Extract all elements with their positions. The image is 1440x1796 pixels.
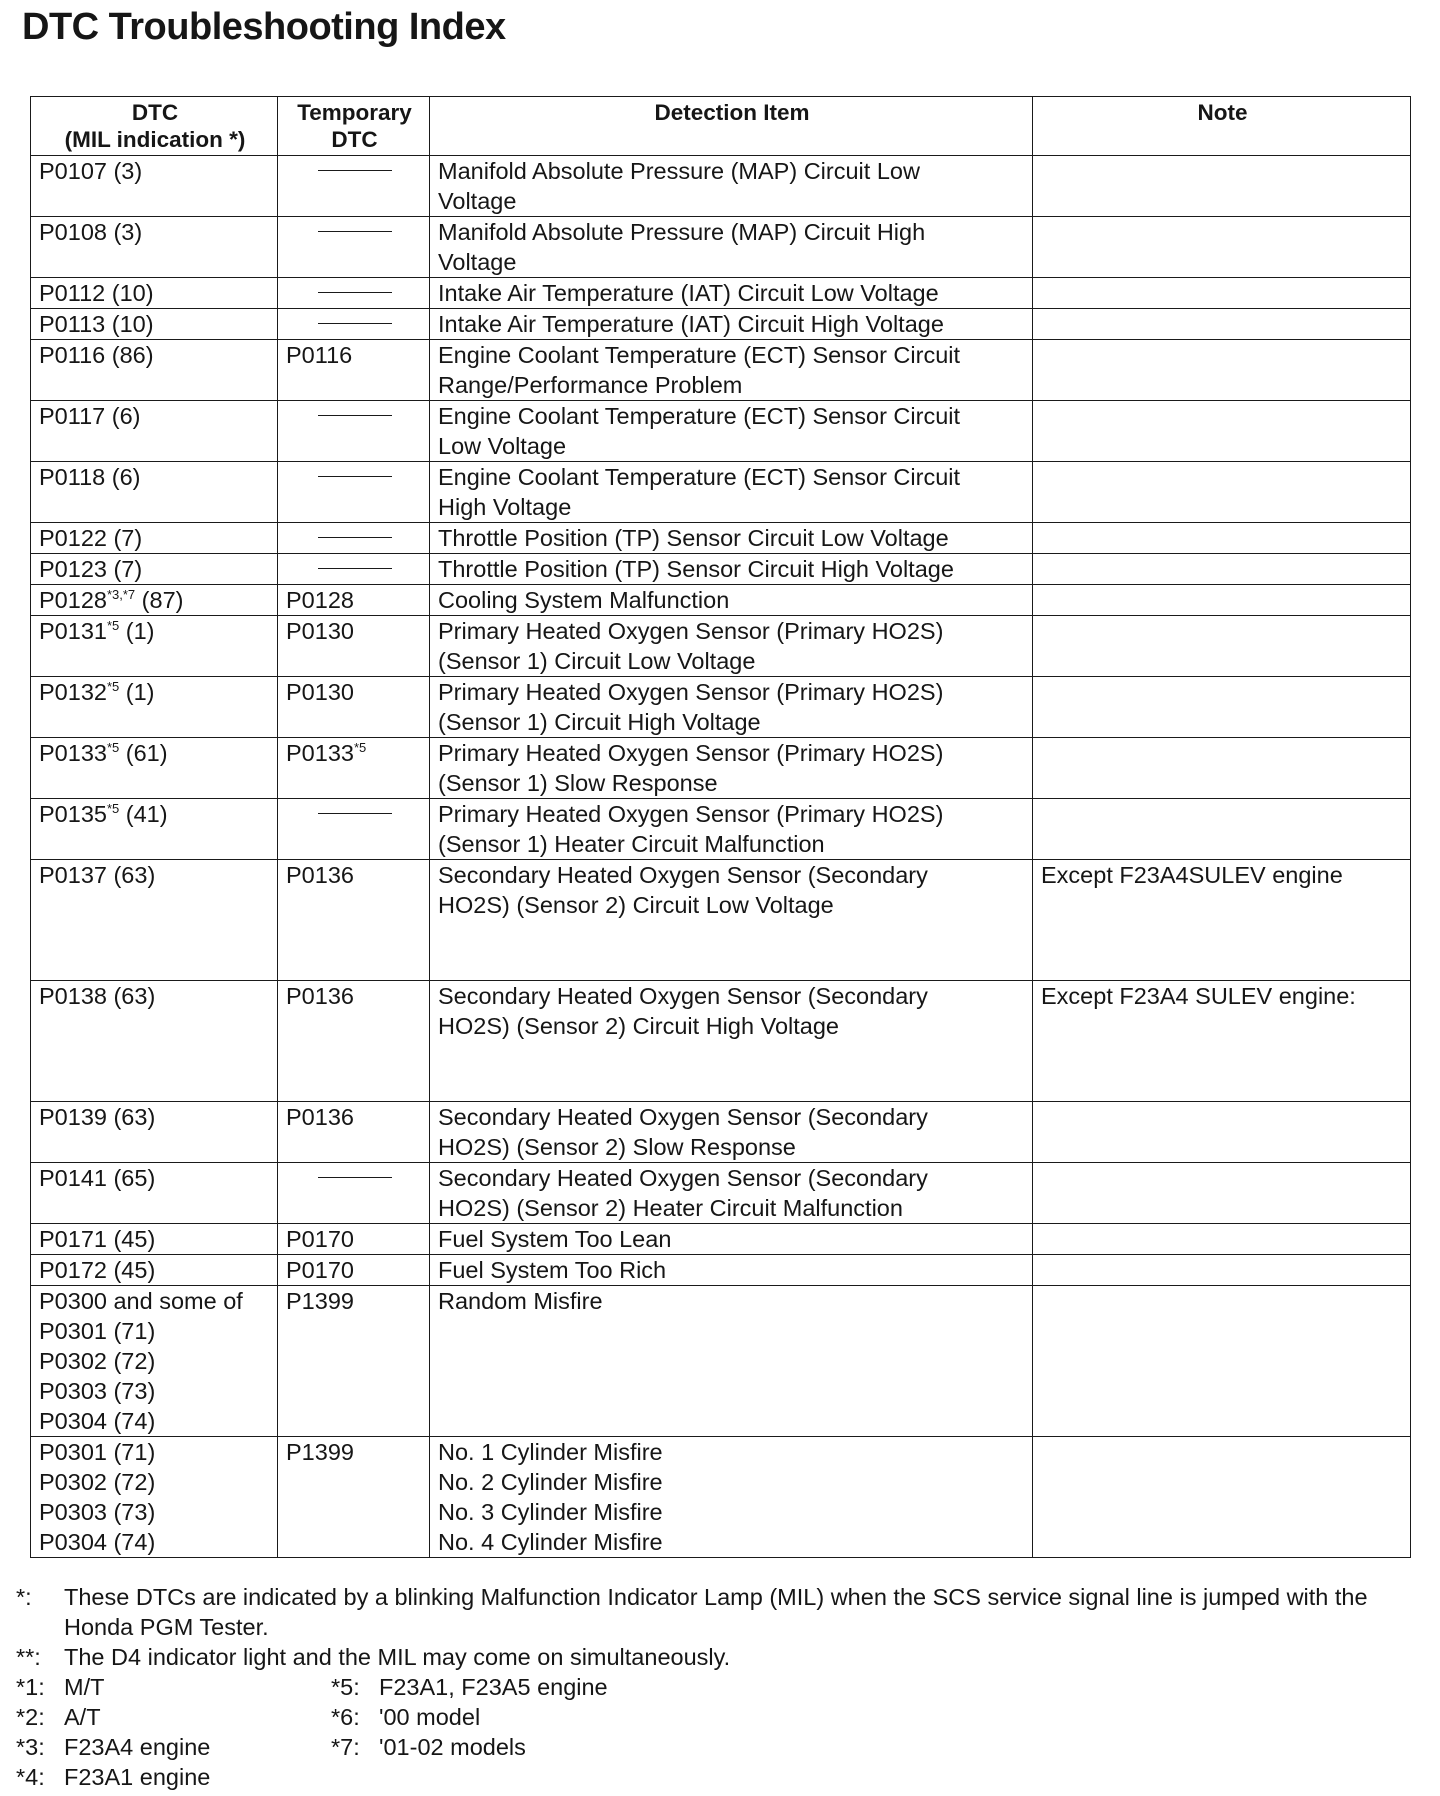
footnote-1 — [16, 1672, 331, 1702]
mil-indication: (61) — [119, 740, 168, 766]
detection-item-cell — [430, 554, 1033, 585]
footnote-mark: *4: — [16, 1764, 45, 1790]
detection-item-cell — [430, 1224, 1033, 1255]
temporary-dtc-cell — [278, 1224, 430, 1255]
dtc-code: P0131 — [39, 618, 107, 644]
note-cell — [1033, 585, 1411, 616]
detection-item-text: HO2S) (Sensor 2) Slow Response — [438, 1134, 796, 1160]
dtc-cell — [31, 1437, 278, 1558]
detection-item-text: Low Voltage — [438, 433, 567, 459]
none-dash — [318, 292, 392, 293]
temporary-dtc-cell — [278, 401, 430, 462]
none-dash — [318, 231, 392, 232]
table-row — [31, 1255, 1411, 1286]
detection-item-cell — [430, 156, 1033, 217]
note-cell — [1033, 1224, 1411, 1255]
note-text: Except F23A4 SULEV engine: — [1041, 983, 1356, 1009]
footnote-mark: *3: — [16, 1734, 45, 1760]
dtc-code: P0303 (73) — [39, 1499, 156, 1525]
detection-item-text: No. 4 Cylinder Misfire — [438, 1529, 663, 1555]
temporary-dtc-code: P0136 — [286, 1104, 354, 1130]
dtc-code: P0107 (3) — [39, 158, 143, 184]
temporary-dtc-code: P0128 — [286, 587, 354, 613]
dtc-cell — [31, 1163, 278, 1224]
temporary-dtc-code: P0170 — [286, 1226, 354, 1252]
dtc-cell — [31, 523, 278, 554]
dtc-cell — [31, 217, 278, 278]
footnote-mark: *1: — [16, 1674, 45, 1700]
dtc-cell — [31, 1224, 278, 1255]
detection-item-cell — [430, 340, 1033, 401]
detection-item-text: Secondary Heated Oxygen Sensor (Secondary — [438, 862, 928, 888]
dtc-cell — [31, 738, 278, 799]
none-dash — [318, 476, 392, 477]
note-cell — [1033, 309, 1411, 340]
detection-item-text: Voltage — [438, 188, 517, 214]
dtc-code: P0172 (45) — [39, 1257, 156, 1283]
temporary-dtc-cell — [278, 1163, 430, 1224]
note-cell — [1033, 860, 1411, 981]
dtc-code: P0304 (74) — [39, 1408, 156, 1434]
mil-indication: (41) — [119, 801, 168, 827]
dtc-cell — [31, 677, 278, 738]
table-row — [31, 278, 1411, 309]
detection-item-cell — [430, 981, 1033, 1102]
temporary-dtc-cell — [278, 156, 430, 217]
detection-item-text: High Voltage — [438, 494, 572, 520]
dtc-cell — [31, 340, 278, 401]
note-cell — [1033, 677, 1411, 738]
detection-item-text: HO2S) (Sensor 2) Circuit Low Voltage — [438, 892, 834, 918]
footnote-ref: *3,*7 — [106, 587, 136, 602]
detection-item-text: (Sensor 1) Circuit High Voltage — [438, 709, 761, 735]
detection-item-text: Throttle Position (TP) Sensor Circuit Low Voltage — [438, 525, 949, 551]
none-dash — [318, 537, 392, 538]
note-text: Except F23A4SULEV engine — [1041, 862, 1343, 888]
detection-item-cell — [430, 523, 1033, 554]
detection-item-text: HO2S) (Sensor 2) Heater Circuit Malfunction — [438, 1195, 903, 1221]
footnote-2 — [16, 1702, 331, 1732]
temporary-dtc-cell — [278, 799, 430, 860]
dtc-cell — [31, 981, 278, 1102]
footnote-ref: *5 — [106, 679, 120, 694]
dtc-code: P0171 (45) — [39, 1226, 156, 1252]
temporary-dtc-code: P0130 — [286, 618, 354, 644]
detection-item-text: Engine Coolant Temperature (ECT) Sensor Circuit — [438, 464, 961, 490]
detection-item-text: Engine Coolant Temperature (ECT) Sensor Circuit — [438, 342, 961, 368]
header-dtc — [31, 97, 278, 156]
temporary-dtc-cell — [278, 616, 430, 677]
temporary-dtc-code: P0130 — [286, 679, 354, 705]
note-cell — [1033, 278, 1411, 309]
header-detect-label: Detection Item — [654, 100, 810, 125]
footnote-ref: *5 — [106, 801, 120, 816]
temporary-dtc-cell — [278, 1286, 430, 1437]
detection-item-cell — [430, 1163, 1033, 1224]
detection-item-cell — [430, 217, 1033, 278]
footnote-ref: *5 — [106, 740, 120, 755]
dtc-cell — [31, 462, 278, 523]
dtc-code: P0128 — [39, 587, 107, 613]
detection-item-text: Manifold Absolute Pressure (MAP) Circuit High — [438, 219, 926, 245]
footnote-text: A/T — [64, 1704, 101, 1730]
footnote-mark: *: — [16, 1584, 32, 1610]
footnote-mark: **: — [16, 1644, 41, 1670]
note-cell — [1033, 1102, 1411, 1163]
table-row — [31, 738, 1411, 799]
table-row — [31, 616, 1411, 677]
dtc-code: P0132 — [39, 679, 107, 705]
temporary-dtc-cell — [278, 981, 430, 1102]
temporary-dtc-cell — [278, 1102, 430, 1163]
mil-indication: (87) — [135, 587, 184, 613]
temporary-dtc-cell — [278, 278, 430, 309]
footnotes — [16, 1582, 1416, 1792]
note-cell — [1033, 738, 1411, 799]
temporary-dtc-cell — [278, 677, 430, 738]
table-row — [31, 401, 1411, 462]
none-dash — [318, 323, 392, 324]
detection-item-cell — [430, 278, 1033, 309]
detection-item-text: Range/Performance Problem — [438, 372, 743, 398]
detection-item-text: Secondary Heated Oxygen Sensor (Secondary — [438, 1165, 928, 1191]
footnote-text: '01-02 models — [379, 1734, 526, 1760]
footnote-mark: *7: — [331, 1734, 360, 1760]
detection-item-text: Secondary Heated Oxygen Sensor (Secondary — [438, 983, 928, 1009]
footnote-text: F23A1, F23A5 engine — [379, 1674, 608, 1700]
header-detection-item — [430, 97, 1033, 156]
note-cell — [1033, 462, 1411, 523]
note-cell — [1033, 340, 1411, 401]
dtc-cell — [31, 616, 278, 677]
table-row — [31, 1102, 1411, 1163]
footnote-column-left — [16, 1672, 331, 1792]
detection-item-cell — [430, 860, 1033, 981]
detection-item-text: Primary Heated Oxygen Sensor (Primary HO2S) — [438, 618, 944, 644]
detection-item-text: No. 3 Cylinder Misfire — [438, 1499, 663, 1525]
footnote-ref: *5 — [106, 618, 120, 633]
table-row — [31, 156, 1411, 217]
table-row — [31, 217, 1411, 278]
dtc-cell — [31, 1102, 278, 1163]
table-row — [31, 1286, 1411, 1437]
footnote-grid — [16, 1672, 1416, 1792]
detection-item-text: Voltage — [438, 249, 517, 275]
temporary-dtc-code: P0170 — [286, 1257, 354, 1283]
footnote-4 — [16, 1762, 331, 1792]
temporary-dtc-cell — [278, 1255, 430, 1286]
temporary-dtc-code: P0136 — [286, 983, 354, 1009]
table-row — [31, 340, 1411, 401]
detection-item-text: (Sensor 1) Circuit Low Voltage — [438, 648, 756, 674]
detection-item-cell — [430, 616, 1033, 677]
dtc-code: P0123 (7) — [39, 556, 143, 582]
dtc-cell — [31, 278, 278, 309]
dtc-cell — [31, 860, 278, 981]
note-cell — [1033, 616, 1411, 677]
temporary-dtc-cell — [278, 217, 430, 278]
detection-item-text: (Sensor 1) Slow Response — [438, 770, 718, 796]
note-cell — [1033, 1437, 1411, 1558]
note-cell — [1033, 401, 1411, 462]
dtc-cell — [31, 156, 278, 217]
detection-item-text: Engine Coolant Temperature (ECT) Sensor Circuit — [438, 403, 961, 429]
detection-item-text: Primary Heated Oxygen Sensor (Primary HO2S) — [438, 740, 944, 766]
temporary-dtc-code: P1399 — [286, 1439, 354, 1465]
temporary-dtc-cell — [278, 309, 430, 340]
dtc-cell — [31, 554, 278, 585]
dtc-cell — [31, 309, 278, 340]
note-cell — [1033, 1163, 1411, 1224]
table-row — [31, 585, 1411, 616]
table-row — [31, 309, 1411, 340]
dtc-code: P0113 (10) — [39, 311, 154, 337]
header-note-label: Note — [1197, 100, 1248, 125]
footnote-3 — [16, 1732, 331, 1762]
footnote-mark: *5: — [331, 1674, 360, 1700]
dtc-code: P0108 (3) — [39, 219, 143, 245]
detection-item-cell — [430, 799, 1033, 860]
detection-item-text: Fuel System Too Lean — [438, 1226, 672, 1252]
footnote-ref: *5 — [353, 740, 367, 755]
dtc-code: P0304 (74) — [39, 1529, 156, 1555]
detection-item-cell — [430, 585, 1033, 616]
detection-item-cell — [430, 462, 1033, 523]
table-row — [31, 1224, 1411, 1255]
detection-item-cell — [430, 1437, 1033, 1558]
footnote-7 — [331, 1732, 931, 1762]
footnote-star — [16, 1582, 1416, 1642]
detection-item-cell — [430, 401, 1033, 462]
note-cell — [1033, 156, 1411, 217]
temporary-dtc-cell — [278, 340, 430, 401]
detection-item-cell — [430, 738, 1033, 799]
footnote-text: F23A4 engine — [64, 1734, 211, 1760]
detection-item-text: Random Misfire — [438, 1288, 603, 1314]
header-note — [1033, 97, 1411, 156]
detection-item-text: Primary Heated Oxygen Sensor (Primary HO2S) — [438, 801, 944, 827]
table-row — [31, 981, 1411, 1102]
detection-item-text: Fuel System Too Rich — [438, 1257, 667, 1283]
mil-indication: (1) — [119, 618, 155, 644]
dtc-code: P0138 (63) — [39, 983, 156, 1009]
detection-item-text: HO2S) (Sensor 2) Circuit High Voltage — [438, 1013, 839, 1039]
dtc-code: P0133 — [39, 740, 107, 766]
footnote-5 — [331, 1672, 931, 1702]
footnote-text: The D4 indicator light and the MIL may come on simultaneously. — [64, 1644, 731, 1670]
header-temp-sub: DTC — [331, 127, 378, 152]
footnote-text: M/T — [64, 1674, 105, 1700]
table-row — [31, 799, 1411, 860]
detection-item-cell — [430, 1102, 1033, 1163]
detection-item-cell — [430, 1286, 1033, 1437]
header-dtc-label: DTC — [131, 100, 179, 125]
note-cell — [1033, 523, 1411, 554]
footnote-double-star — [16, 1642, 1416, 1672]
detection-item-text: Intake Air Temperature (IAT) Circuit Low Voltage — [438, 280, 939, 306]
dtc-code: P0118 (6) — [39, 464, 141, 490]
header-temporary-dtc — [278, 97, 430, 156]
table-row — [31, 462, 1411, 523]
temporary-dtc-cell — [278, 523, 430, 554]
detection-item-text: No. 1 Cylinder Misfire — [438, 1439, 663, 1465]
detection-item-text: Throttle Position (TP) Sensor Circuit High Voltage — [438, 556, 954, 582]
temporary-dtc-cell — [278, 738, 430, 799]
detection-item-cell — [430, 309, 1033, 340]
temporary-dtc-cell — [278, 1437, 430, 1558]
detection-item-text: Cooling System Malfunction — [438, 587, 730, 613]
dtc-code: P0135 — [39, 801, 107, 827]
footnote-6 — [331, 1702, 931, 1732]
footnote-column-right — [331, 1672, 931, 1792]
temporary-dtc-cell — [278, 585, 430, 616]
temporary-dtc-cell — [278, 554, 430, 585]
footnote-text: These DTCs are indicated by a blinking Malfunction Indicator Lamp (MIL) when the SCS service signal line is jumped with the Honda PGM Tester. — [64, 1584, 1368, 1640]
dtc-cell — [31, 401, 278, 462]
table-body — [31, 156, 1411, 1558]
table-header-row — [31, 97, 1411, 156]
detection-item-text: Primary Heated Oxygen Sensor (Primary HO2S) — [438, 679, 944, 705]
header-temp-label: Temporary — [297, 100, 412, 125]
note-cell — [1033, 981, 1411, 1102]
dtc-code: P0303 (73) — [39, 1378, 156, 1404]
none-dash — [318, 415, 392, 416]
dtc-cell — [31, 1286, 278, 1437]
dtc-code: P0112 (10) — [39, 280, 154, 306]
none-dash — [318, 813, 392, 814]
dtc-cell — [31, 1255, 278, 1286]
footnote-text: F23A1 engine — [64, 1764, 211, 1790]
none-dash — [318, 170, 392, 171]
temporary-dtc-code: P0133 — [286, 740, 354, 766]
dtc-cell — [31, 585, 278, 616]
detection-item-text: Manifold Absolute Pressure (MAP) Circuit Low — [438, 158, 920, 184]
table-row — [31, 1437, 1411, 1558]
dtc-code: P0301 (71) — [39, 1439, 156, 1465]
header-dtc-sub: (MIL indication *) — [64, 127, 246, 152]
dtc-code: P0137 (63) — [39, 862, 156, 888]
temporary-dtc-cell — [278, 462, 430, 523]
temporary-dtc-cell — [278, 860, 430, 981]
dtc-cell — [31, 799, 278, 860]
footnote-text: '00 model — [379, 1704, 481, 1730]
footnote-mark: *2: — [16, 1704, 45, 1730]
note-cell — [1033, 1286, 1411, 1437]
table-row — [31, 554, 1411, 585]
note-cell — [1033, 799, 1411, 860]
table-row — [31, 523, 1411, 554]
detection-item-cell — [430, 677, 1033, 738]
none-dash — [318, 1177, 392, 1178]
dtc-code: P0116 (86) — [39, 342, 154, 368]
detection-item-text: (Sensor 1) Heater Circuit Malfunction — [438, 831, 825, 857]
none-dash — [318, 568, 392, 569]
temporary-dtc-code: P1399 — [286, 1288, 354, 1314]
footnote-mark: *6: — [331, 1704, 360, 1730]
page-title: DTC Troubleshooting Index — [22, 6, 506, 48]
detection-item-text: Intake Air Temperature (IAT) Circuit High Voltage — [438, 311, 944, 337]
table-row — [31, 1163, 1411, 1224]
note-cell — [1033, 554, 1411, 585]
dtc-code: P0141 (65) — [39, 1165, 156, 1191]
dtc-index-table — [30, 96, 1411, 1558]
dtc-code: P0301 (71) — [39, 1318, 156, 1344]
detection-item-text: Secondary Heated Oxygen Sensor (Secondary — [438, 1104, 928, 1130]
detection-item-cell — [430, 1255, 1033, 1286]
dtc-code: P0302 (72) — [39, 1348, 156, 1374]
dtc-code: P0302 (72) — [39, 1469, 156, 1495]
mil-indication: (1) — [119, 679, 155, 705]
temporary-dtc-code: P0116 — [286, 342, 353, 368]
dtc-code: P0117 (6) — [39, 403, 141, 429]
detection-item-text: No. 2 Cylinder Misfire — [438, 1469, 663, 1495]
temporary-dtc-code: P0136 — [286, 862, 354, 888]
dtc-code: P0122 (7) — [39, 525, 143, 551]
dtc-code: P0139 (63) — [39, 1104, 156, 1130]
table-row — [31, 677, 1411, 738]
note-cell — [1033, 217, 1411, 278]
table-row — [31, 860, 1411, 981]
dtc-code: P0300 and some of — [39, 1288, 243, 1314]
note-cell — [1033, 1255, 1411, 1286]
